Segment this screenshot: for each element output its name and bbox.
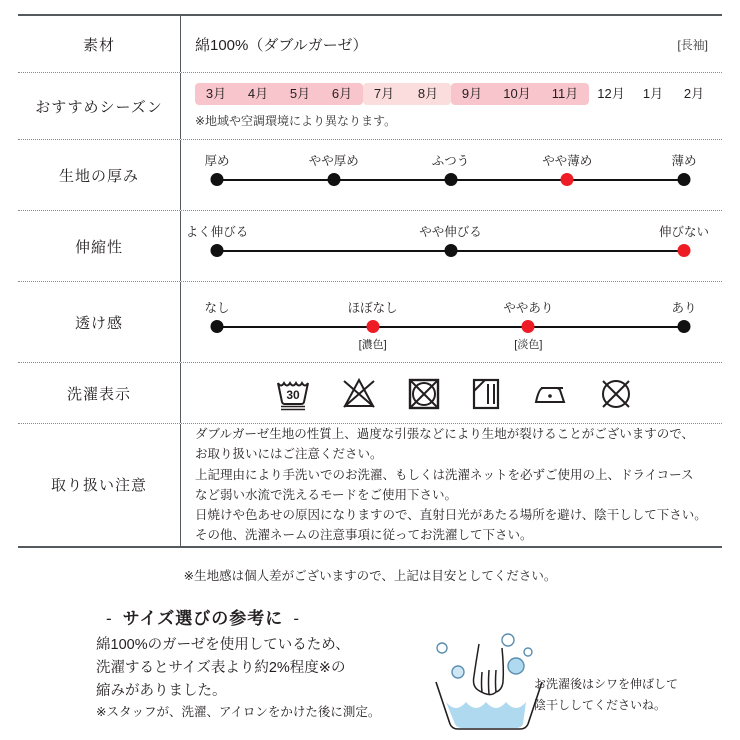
row-body-season: [181, 73, 725, 139]
handling-note-line: ダブルガーゼ生地の性質上、過度な引張などにより生地が裂けることがございますので、: [195, 427, 695, 441]
season-month: 12月: [597, 86, 625, 101]
svg-text:30: 30: [285, 388, 300, 402]
thickness-point-marker: [444, 173, 457, 186]
size-guide-line: 洗濯するとサイズ表より約2%程度※の: [96, 659, 346, 676]
table-row-sheerness: [18, 282, 722, 363]
season-note: ※地域や空調環境により異なります。: [195, 114, 397, 128]
season-month: 9月: [461, 86, 483, 101]
row-label-material: 素材: [18, 16, 181, 72]
thickness-point-label: やや厚め: [308, 154, 359, 168]
season-band-strong: [195, 83, 363, 105]
table-row-thickness: [18, 140, 722, 211]
stretch-point-marker: [444, 244, 457, 257]
sheerness-track: [217, 326, 684, 328]
thickness-point-marker: [211, 173, 224, 186]
sheerness-point-sublabel: [淡色]: [514, 339, 543, 351]
season-month: 5月: [289, 86, 311, 101]
row-body-thickness: [181, 140, 722, 210]
row-body-care-symbols: [181, 363, 722, 423]
season-month-bar: [195, 83, 715, 105]
season-band-none: [589, 83, 715, 105]
row-body-handling: [181, 424, 722, 546]
row-label-handling: 取り扱い注意: [18, 424, 181, 546]
fabric-feel-disclaimer: ※生地感は個人差がございますので、上記は目安としてください。: [183, 569, 557, 583]
sheerness-point-marker-active: [366, 320, 379, 333]
row-label-season: おすすめシーズン: [18, 73, 181, 139]
size-guide-line: 縮みがありました。: [96, 682, 227, 699]
thickness-point-label: ふつう: [431, 154, 470, 168]
title-dash-left: -: [106, 609, 113, 628]
row-label-sheerness: 透け感: [18, 282, 181, 362]
stretch-point-marker-active: [678, 244, 691, 257]
no-dry-clean-icon: [597, 375, 635, 411]
size-guide-title-text: サイズ選びの参考に: [122, 609, 284, 628]
after-wash-tip-line: 陰干ししてくださいね。: [534, 698, 667, 712]
wash-30-gentle-icon: [273, 375, 313, 411]
iron-low-icon: [529, 375, 571, 411]
thickness-point-marker: [327, 173, 340, 186]
stretch-point-label: やや伸びる: [419, 225, 482, 239]
sheerness-point-sublabel: [濃色]: [358, 339, 387, 351]
sheerness-point-label: ややあり: [503, 301, 554, 315]
season-month: 10月: [503, 86, 531, 101]
after-wash-tip-line: お洗濯後はシワを伸ばして: [534, 677, 679, 691]
row-label-stretch: 伸縮性: [18, 211, 181, 281]
size-guide-line: 綿100%のガーゼを使用しているため、: [96, 637, 350, 653]
thickness-point-marker-active: [561, 173, 574, 186]
season-month: 3月: [205, 86, 227, 101]
sheerness-scale: [201, 296, 700, 351]
handling-note-line: 上記理由により手洗いでのお洗濯、もしくは洗濯ネットを必ずご使用の上、ドライコース: [195, 467, 694, 482]
season-band-light: [363, 83, 451, 105]
sheerness-point-marker: [211, 320, 224, 333]
sheerness-point-marker-active: [522, 320, 535, 333]
season-band-strong: [451, 83, 589, 105]
handling-note-line: など弱い水流で洗えるモードをご使用下さい。: [195, 487, 458, 502]
title-dash-right: -: [293, 609, 300, 628]
size-guide-body: [96, 634, 426, 721]
handling-note-line: その他、洗濯ネームの注意事項に従ってお洗濯して下さい。: [195, 528, 533, 543]
size-guide-footnote: ※スタッフが、洗濯、アイロンをかけた後に測定。: [96, 704, 381, 719]
table-row-season: [18, 73, 722, 140]
no-bleach-icon: [339, 375, 379, 411]
handling-note-line: お取り扱いにはご注意ください。: [195, 447, 383, 462]
season-month: 4月: [247, 86, 269, 101]
season-month: 7月: [373, 86, 395, 101]
table-row-care-symbols: [18, 363, 722, 424]
care-symbol-list: [195, 375, 712, 411]
sheerness-point-marker: [678, 320, 691, 333]
season-month: 11月: [551, 86, 579, 101]
season-month: 2月: [683, 86, 705, 101]
drip-dry-shade-icon: [469, 375, 503, 411]
after-wash-tip: [534, 674, 678, 716]
sheerness-point-label: ほぼなし: [347, 301, 398, 315]
row-label-thickness: 生地の厚み: [18, 140, 181, 210]
sheerness-point-label: あり: [671, 301, 697, 315]
thickness-point-label: 薄め: [671, 154, 697, 168]
sheerness-point-label: なし: [204, 301, 230, 315]
size-guide-title: [96, 604, 310, 629]
thickness-point-label: 厚め: [204, 154, 230, 168]
handling-note-line: 日焼けや色あせの原因になりますので、直射日光があたる場所を避け、陰干しして下さい。: [195, 508, 707, 522]
thickness-point-marker: [678, 173, 691, 186]
stretch-scale: [185, 220, 710, 272]
thickness-point-label: やや薄め: [542, 154, 593, 168]
season-month: 8月: [417, 86, 439, 101]
table-row-stretch: [18, 211, 722, 282]
stretch-point-label: よく伸びる: [185, 225, 249, 239]
stretch-point-label: 伸びない: [658, 225, 710, 239]
season-month: 6月: [331, 86, 353, 101]
spec-table: [18, 14, 722, 548]
material-value: 綿100%（ダブルガーゼ）: [195, 36, 368, 54]
season-month: 1月: [642, 86, 664, 101]
no-tumble-dry-icon: [405, 375, 443, 411]
material-sleeve-note: [長袖]: [677, 37, 708, 52]
stretch-point-marker: [211, 244, 224, 257]
row-body-sheerness: [181, 282, 722, 362]
table-row-handling: [18, 424, 722, 546]
row-body-stretch: [181, 211, 722, 281]
table-row-material: [18, 16, 722, 73]
row-label-care-symbols: 洗濯表示: [18, 363, 181, 423]
row-body-material: [181, 16, 722, 72]
thickness-scale: [201, 149, 700, 201]
